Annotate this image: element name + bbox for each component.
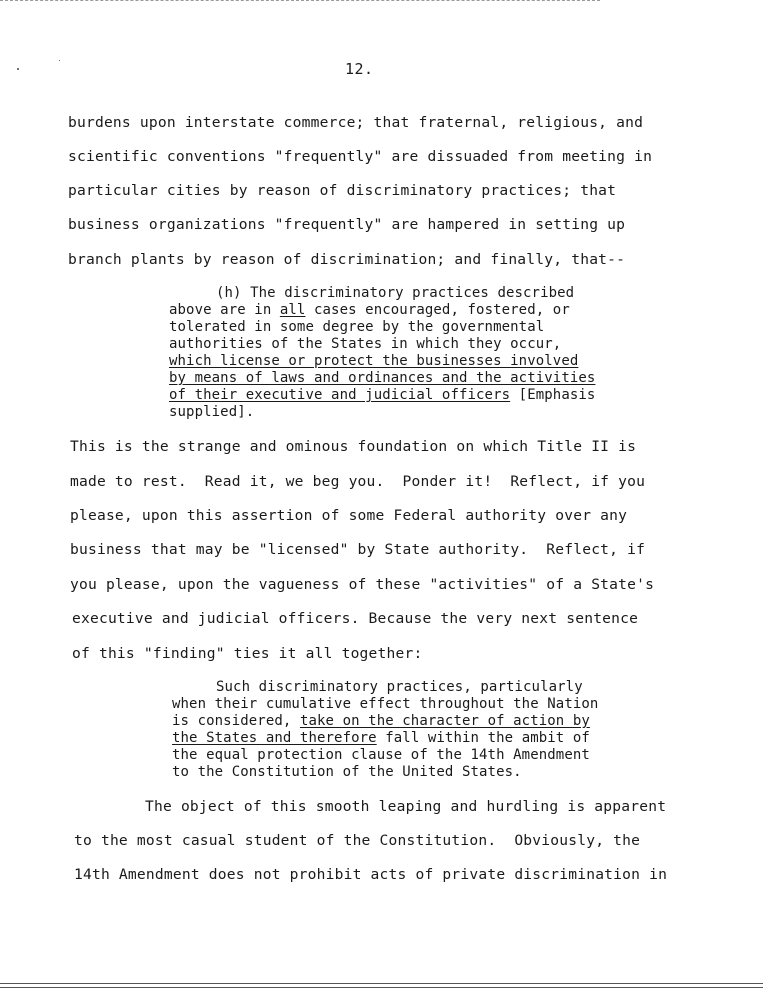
scan-speck — [59, 60, 60, 61]
quote-line: above are in all cases encouraged, fostered, or — [169, 302, 570, 318]
body-line: The object of this smooth leaping and hurdling is apparent — [145, 798, 667, 815]
page-number: 12. — [345, 60, 374, 78]
quote-line: (h) The discriminatory practices described — [216, 285, 575, 301]
quote-line: by means of laws and ordinances and the activities — [169, 370, 596, 386]
body-line: burdens upon interstate commerce; that fraternal, religious, and — [68, 114, 644, 131]
body-line: scientific conventions "frequently" are dissuaded from meeting in — [68, 148, 653, 165]
bottom-rule — [0, 983, 763, 988]
body-line: to the most casual student of the Constitution. Obviously, the — [74, 832, 641, 849]
body-line: executive and judicial officers. Because the very next sentence — [72, 610, 639, 627]
quote-line: supplied]. — [169, 404, 255, 420]
body-line: made to rest. Read it, we beg you. Ponder it! Reflect, if you — [70, 473, 646, 490]
quote-line: authorities of the States in which they occur, — [169, 336, 562, 352]
quote-line: tolerated in some degree by the governmental — [169, 319, 545, 335]
quote-line: the equal protection clause of the 14th Amendment — [172, 747, 590, 763]
quote-line: which license or protect the businesses involved — [169, 353, 579, 369]
body-line: please, upon this assertion of some Federal authority over any — [70, 507, 628, 524]
quote-line: when their cumulative effect throughout the Nation — [172, 696, 599, 712]
body-line: This is the strange and ominous foundation on which Title II is — [70, 438, 637, 455]
quote-line: is considered, take on the character of action by — [172, 713, 590, 729]
body-line: business that may be "licensed" by State authority. Reflect, if — [70, 541, 646, 558]
scan-speck — [17, 68, 19, 70]
body-line: particular cities by reason of discriminatory practices; that — [68, 182, 617, 199]
quote-line: to the Constitution of the United States. — [172, 764, 522, 780]
quote-line: of their executive and judicial officers [Emphasis — [169, 387, 596, 403]
quote-line: Such discriminatory practices, particularly — [216, 679, 583, 695]
body-line: you please, upon the vagueness of these "activities" of a State's — [70, 576, 655, 593]
top-dashed-rule — [0, 0, 600, 1]
body-line: of this "finding" ties it all together: — [72, 645, 423, 662]
body-line: 14th Amendment does not prohibit acts of private discrimination in — [74, 866, 668, 883]
body-line: branch plants by reason of discrimination; and finally, that-- — [68, 251, 626, 268]
quote-line: the States and therefore fall within the ambit of — [172, 730, 590, 746]
body-line: business organizations "frequently" are hampered in setting up — [68, 216, 626, 233]
